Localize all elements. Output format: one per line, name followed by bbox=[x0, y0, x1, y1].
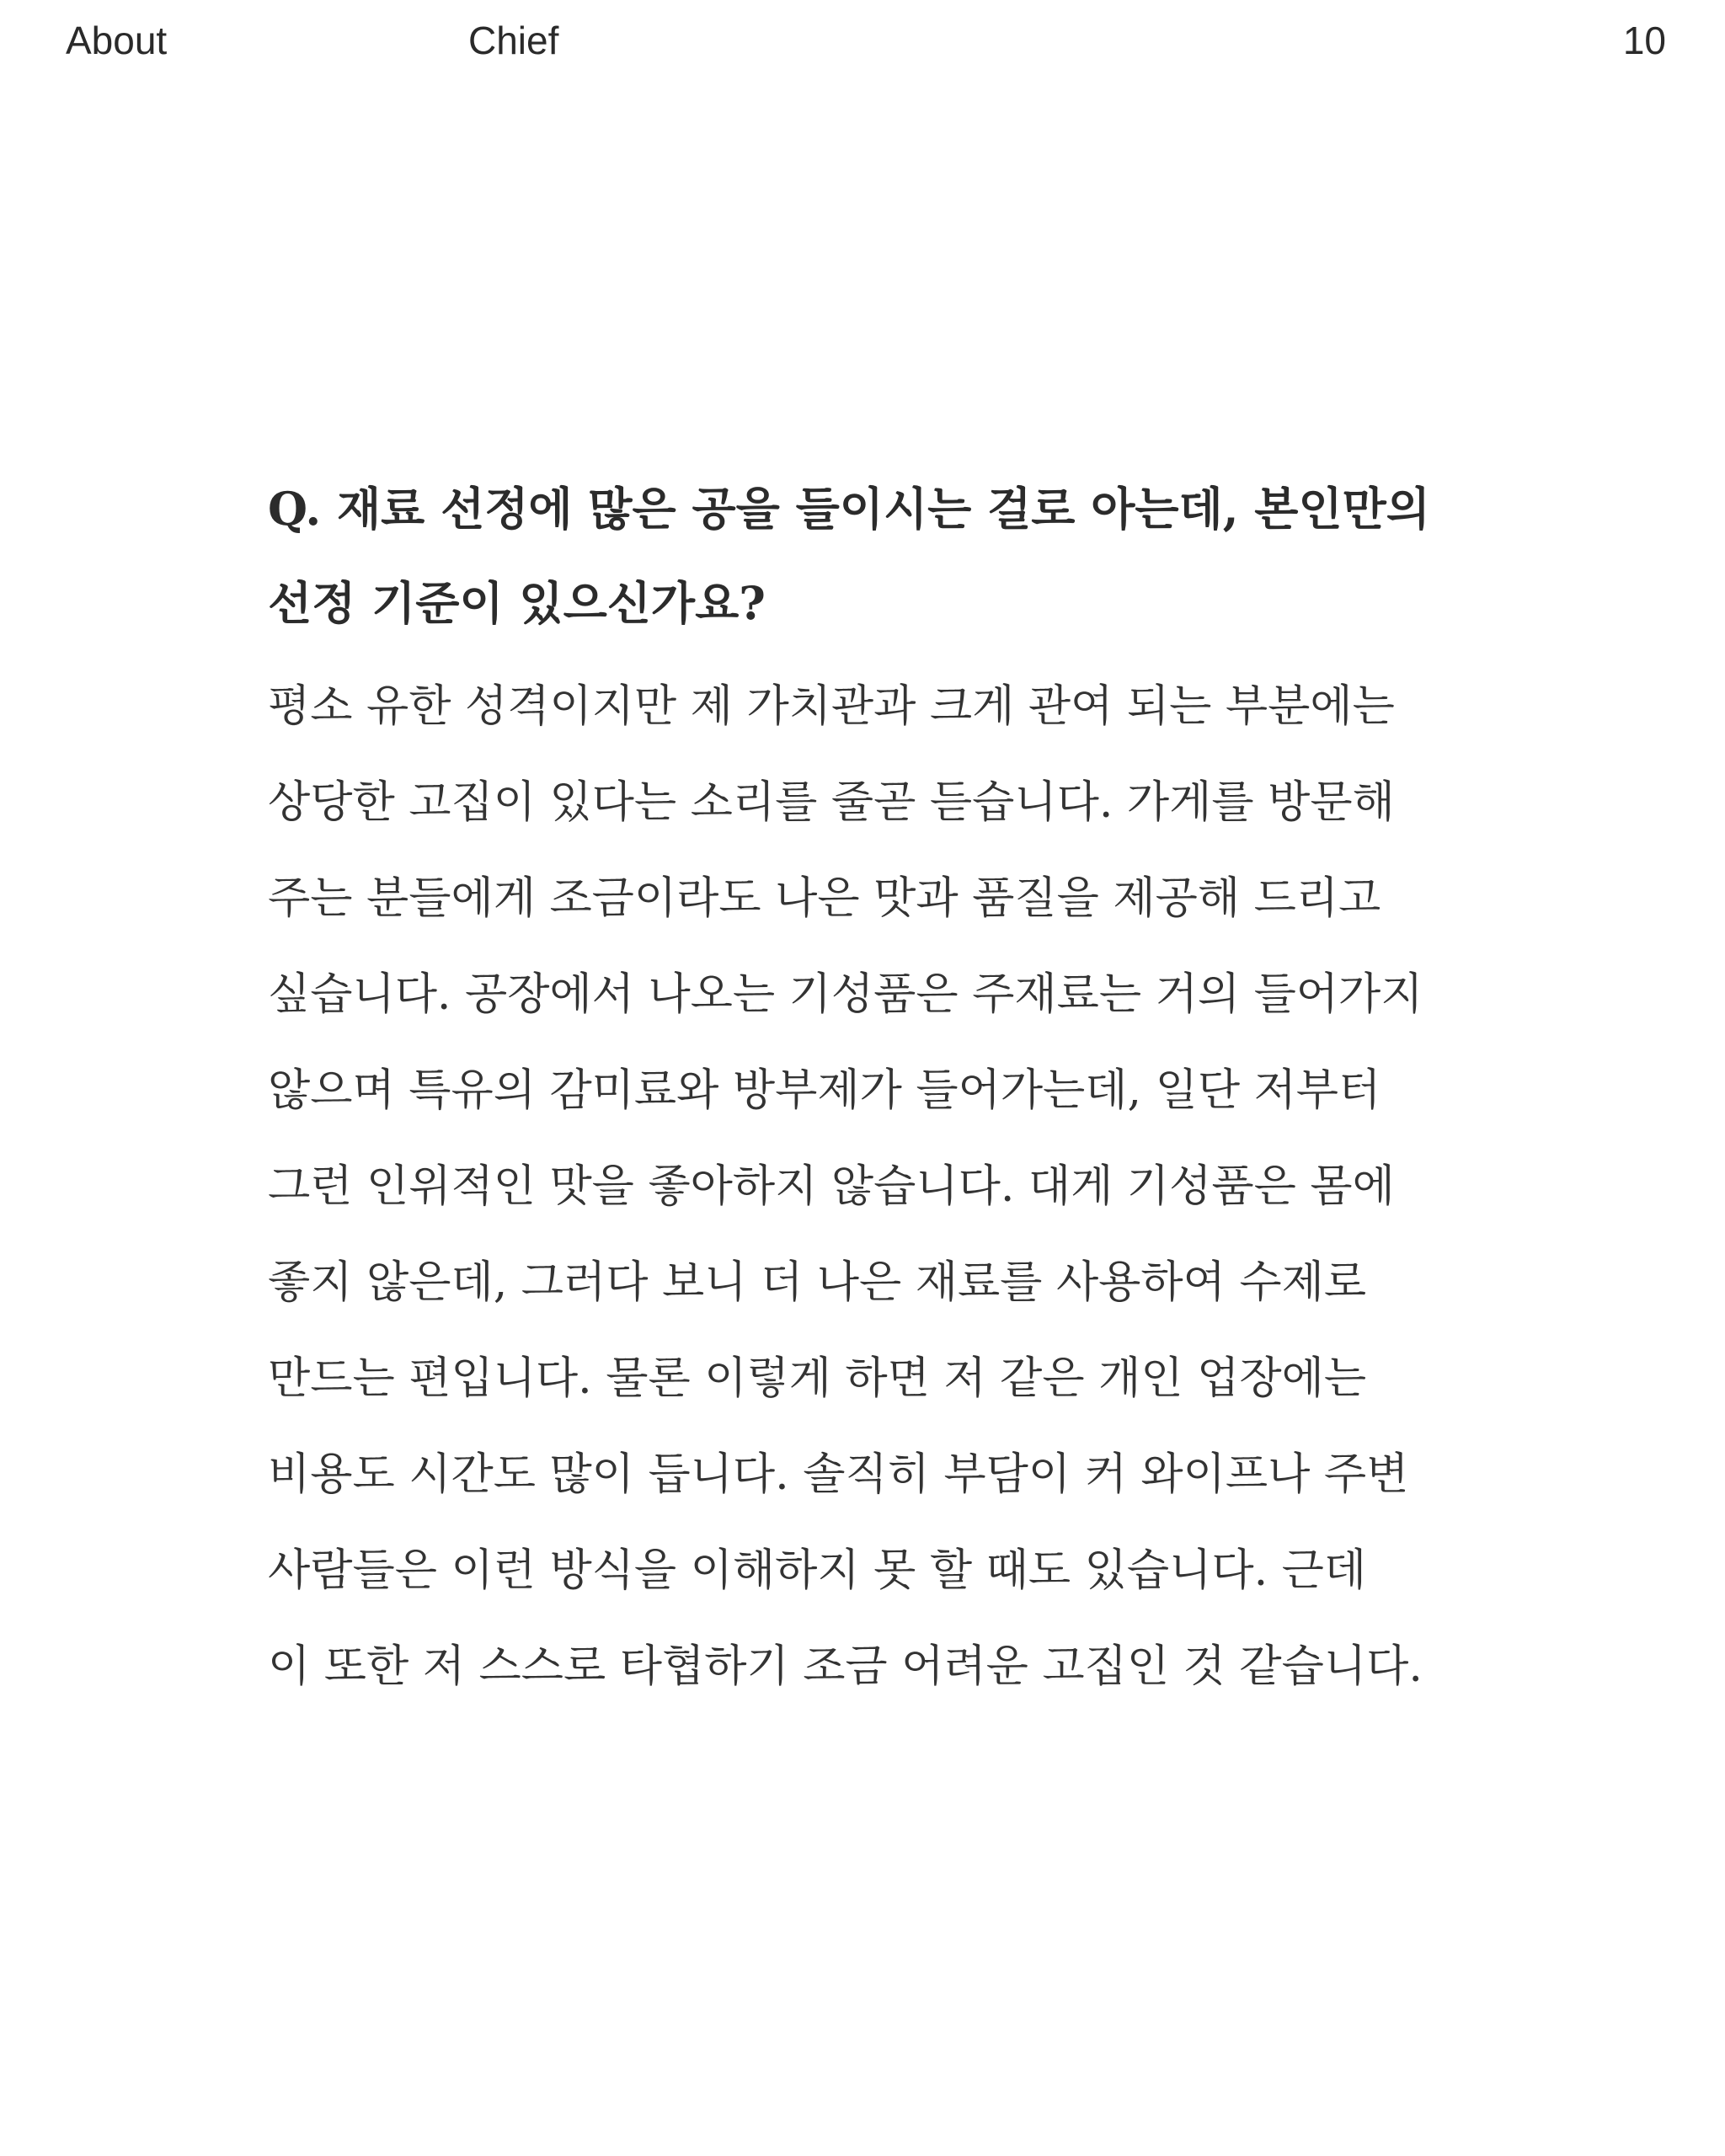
interview-question bbox=[268, 462, 1464, 650]
answer-line: 만드는 편입니다. 물론 이렇게 하면 저 같은 개인 업장에는 bbox=[268, 1353, 1367, 1404]
page-number: 10 bbox=[1622, 19, 1666, 62]
section-title: About bbox=[66, 19, 168, 62]
question-line: 선정 기준이 있으신가요? bbox=[268, 576, 766, 630]
answer-line: 평소 유한 성격이지만 제 가치관과 크게 관여 되는 부분에는 bbox=[268, 681, 1395, 732]
answer-line: 좋지 않은데, 그러다 보니 더 나은 재료를 사용하여 수제로 bbox=[268, 1257, 1367, 1308]
answer-line: 상당한 고집이 있다는 소리를 줄곧 듣습니다. 가게를 방문해 bbox=[268, 777, 1395, 828]
question-line: Q. 재료 선정에 많은 공을 들이시는 걸로 아는데, 본인만의 bbox=[268, 482, 1430, 536]
answer-line: 비용도 시간도 많이 듭니다. 솔직히 부담이 커 와이프나 주변 bbox=[268, 1449, 1409, 1500]
answer-line: 않으며 특유의 감미료와 방부제가 들어가는데, 일단 저부터 bbox=[268, 1065, 1381, 1116]
answer-line: 싶습니다. 공장에서 나오는 기성품은 주재료는 거의 들어가지 bbox=[268, 969, 1423, 1020]
answer-line: 그런 인위적인 맛을 좋아하지 않습니다. 대게 기성품은 몸에 bbox=[268, 1161, 1395, 1212]
interview-answer bbox=[268, 659, 1464, 1715]
answer-line: 사람들은 이런 방식을 이해하지 못 할 때도 있습니다. 근데 bbox=[268, 1545, 1367, 1596]
answer-line: 이 또한 저 스스로 타협하기 조금 어려운 고집인 것 같습니다. bbox=[268, 1641, 1423, 1692]
interview-article bbox=[268, 462, 1464, 1715]
answer-line: 주는 분들에게 조금이라도 나은 맛과 품질을 제공해 드리고 bbox=[268, 873, 1381, 924]
chapter-title: Chief bbox=[468, 19, 559, 62]
running-header bbox=[0, 15, 1725, 66]
